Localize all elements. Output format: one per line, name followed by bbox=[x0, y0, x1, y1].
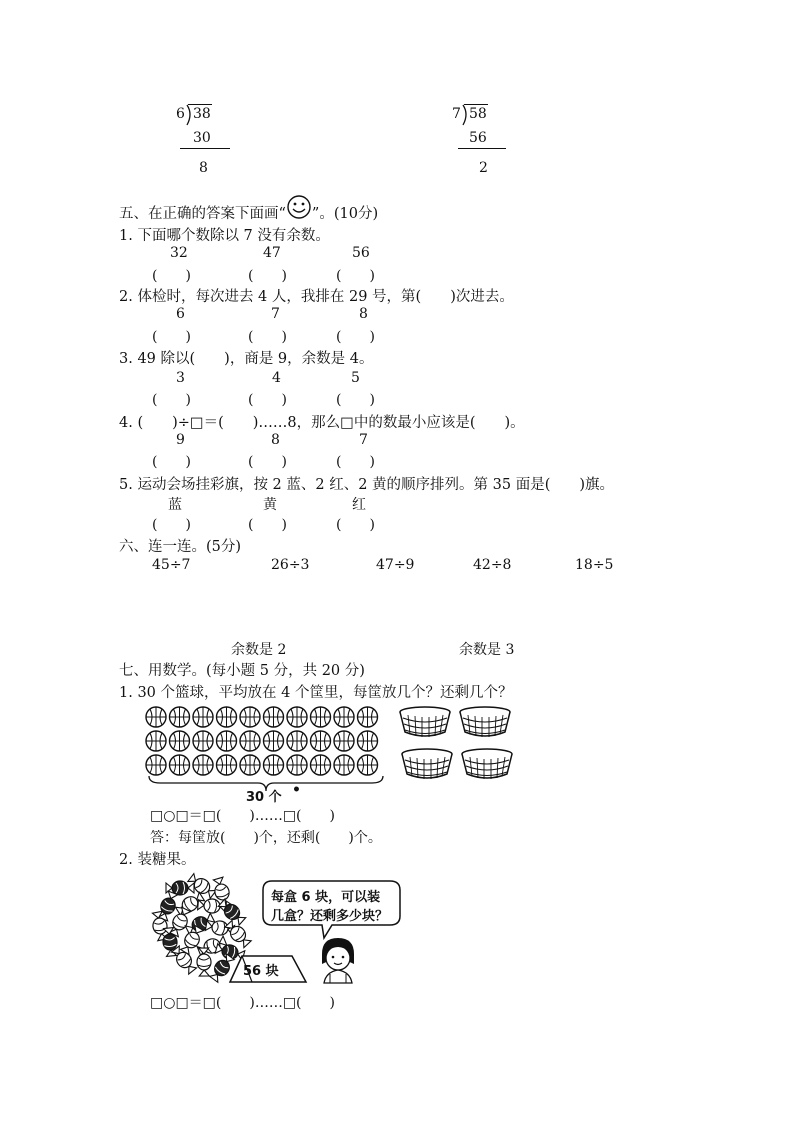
q1-option-3: 56 bbox=[352, 245, 370, 261]
expression-3[interactable]: 47÷9 bbox=[376, 557, 415, 573]
q1-blank-1[interactable]: ( ) bbox=[152, 268, 191, 284]
q1-answer[interactable]: 答：每筐放( )个，还剩( )个。 bbox=[150, 830, 382, 846]
section7-title: 七、用数学。(每小题 5 分，共 20 分) bbox=[119, 663, 365, 679]
q3-option-3: 5 bbox=[351, 370, 360, 386]
basketball-icon bbox=[240, 731, 260, 751]
basketball-icon bbox=[217, 731, 237, 751]
sign-label: 56 块 bbox=[243, 964, 279, 979]
q4-option-2: 8 bbox=[271, 432, 280, 448]
section6-title: 六、连一连。(5分) bbox=[119, 539, 242, 555]
q2-option-2: 7 bbox=[271, 306, 280, 322]
section5-title: 五、在正确的答案下面画“ ”。(10分) bbox=[119, 196, 378, 223]
expression-4[interactable]: 42÷8 bbox=[473, 557, 512, 573]
q2-option-1: 6 bbox=[176, 306, 185, 322]
expression-1[interactable]: 45÷7 bbox=[152, 557, 191, 573]
basketball-icon bbox=[146, 755, 166, 775]
expression-2[interactable]: 26÷3 bbox=[271, 557, 310, 573]
basketball-icon bbox=[358, 755, 378, 775]
question-3: 3. 49 除以( )，商是 9，余数是 4。 bbox=[119, 351, 374, 367]
question-5: 5. 运动会场挂彩旗，按 2 蓝、2 红、2 黄的顺序排列。第 35 面是( )旗。 bbox=[119, 477, 615, 493]
basketball-icon bbox=[217, 707, 237, 727]
bubble-line-2: 几盒？还剩多少块？ bbox=[271, 909, 389, 924]
q3-option-2: 4 bbox=[272, 370, 281, 386]
basketball-icon bbox=[193, 731, 213, 751]
question-4: 4. ( )÷□＝( )……8，那么□中的数最小应该是( )。 bbox=[119, 415, 525, 431]
remainder: 2 bbox=[479, 160, 488, 176]
basketball-icon bbox=[358, 731, 378, 751]
basketball-icon bbox=[287, 707, 307, 727]
q5-option-2: 黄 bbox=[263, 497, 277, 513]
q2-blank-3[interactable]: ( ) bbox=[336, 329, 375, 345]
basketball-icon bbox=[170, 707, 190, 727]
basketball-icon bbox=[287, 755, 307, 775]
basketballs-illustration bbox=[145, 706, 385, 776]
q1-blank-2[interactable]: ( ) bbox=[248, 268, 287, 284]
basketball-icon bbox=[146, 707, 166, 727]
basketball-icon bbox=[193, 755, 213, 775]
q5-option-3: 红 bbox=[352, 497, 366, 513]
answer-remainder-2[interactable]: 余数是 2 bbox=[231, 642, 287, 658]
basketball-icon bbox=[311, 755, 331, 775]
product: 30 bbox=[193, 130, 211, 146]
q1-option-2: 47 bbox=[263, 245, 281, 261]
q3-blank-1[interactable]: ( ) bbox=[152, 392, 191, 408]
q1-equation[interactable]: □○□＝□( )……□( ) bbox=[150, 808, 335, 824]
q4-option-3: 7 bbox=[359, 432, 368, 448]
basketball-icon bbox=[264, 755, 284, 775]
remainder: 8 bbox=[199, 160, 208, 176]
section7-question-2: 2. 装糖果。 bbox=[119, 852, 196, 868]
q5-blank-1[interactable]: ( ) bbox=[152, 517, 191, 533]
q4-option-1: 9 bbox=[176, 432, 185, 448]
girl-icon bbox=[316, 936, 360, 984]
section7-question-1: 1. 30 个篮球，平均放在 4 个筐里，每筐放几个？还剩几个？ bbox=[119, 685, 513, 701]
basketball-icon bbox=[311, 731, 331, 751]
divisor: 7 bbox=[452, 106, 461, 122]
dot-mark: • bbox=[292, 782, 301, 798]
basketball-icon bbox=[217, 755, 237, 775]
smiley-icon bbox=[286, 196, 312, 222]
q2-equation[interactable]: □○□＝□( )……□( ) bbox=[150, 995, 335, 1011]
basketball-icon bbox=[358, 707, 378, 727]
q1-blank-3[interactable]: ( ) bbox=[336, 268, 375, 284]
q2-blank-2[interactable]: ( ) bbox=[248, 329, 287, 345]
basketball-icon bbox=[287, 731, 307, 751]
baskets-illustration bbox=[398, 706, 523, 786]
basketball-icon bbox=[334, 707, 354, 727]
basketball-icon bbox=[334, 755, 354, 775]
basketball-icon bbox=[146, 731, 166, 751]
basketball-icon bbox=[311, 707, 331, 727]
q5-blank-2[interactable]: ( ) bbox=[248, 517, 287, 533]
question-1: 1. 下面哪个数除以 7 没有余数。 bbox=[119, 228, 330, 244]
divisor: 6 bbox=[176, 106, 185, 122]
dividend: 38 bbox=[193, 106, 211, 122]
q3-option-1: 3 bbox=[176, 370, 185, 386]
q5-option-1: 蓝 bbox=[168, 497, 182, 513]
q3-blank-2[interactable]: ( ) bbox=[248, 392, 287, 408]
basketball-icon bbox=[170, 731, 190, 751]
brace-label: 30 个 bbox=[246, 790, 282, 805]
expression-5[interactable]: 18÷5 bbox=[575, 557, 614, 573]
q4-blank-3[interactable]: ( ) bbox=[336, 454, 375, 470]
q3-blank-3[interactable]: ( ) bbox=[336, 392, 375, 408]
basketball-icon bbox=[264, 707, 284, 727]
answer-remainder-3[interactable]: 余数是 3 bbox=[459, 642, 515, 658]
basketball-icon bbox=[240, 755, 260, 775]
basketball-icon bbox=[193, 707, 213, 727]
question-2: 2. 体检时，每次进去 4 人，我排在 29 号，第( )次进去。 bbox=[119, 289, 514, 305]
basketball-icon bbox=[170, 755, 190, 775]
q2-option-3: 8 bbox=[359, 306, 368, 322]
q5-blank-3[interactable]: ( ) bbox=[336, 517, 375, 533]
q4-blank-1[interactable]: ( ) bbox=[152, 454, 191, 470]
q4-blank-2[interactable]: ( ) bbox=[248, 454, 287, 470]
q1-option-1: 32 bbox=[170, 245, 188, 261]
q2-blank-1[interactable]: ( ) bbox=[152, 329, 191, 345]
product: 56 bbox=[469, 130, 487, 146]
basketball-icon bbox=[264, 731, 284, 751]
bubble-line-1: 每盒 6 块，可以装 bbox=[271, 890, 381, 905]
basketball-icon bbox=[334, 731, 354, 751]
dividend: 58 bbox=[469, 106, 487, 122]
basketball-icon bbox=[240, 707, 260, 727]
